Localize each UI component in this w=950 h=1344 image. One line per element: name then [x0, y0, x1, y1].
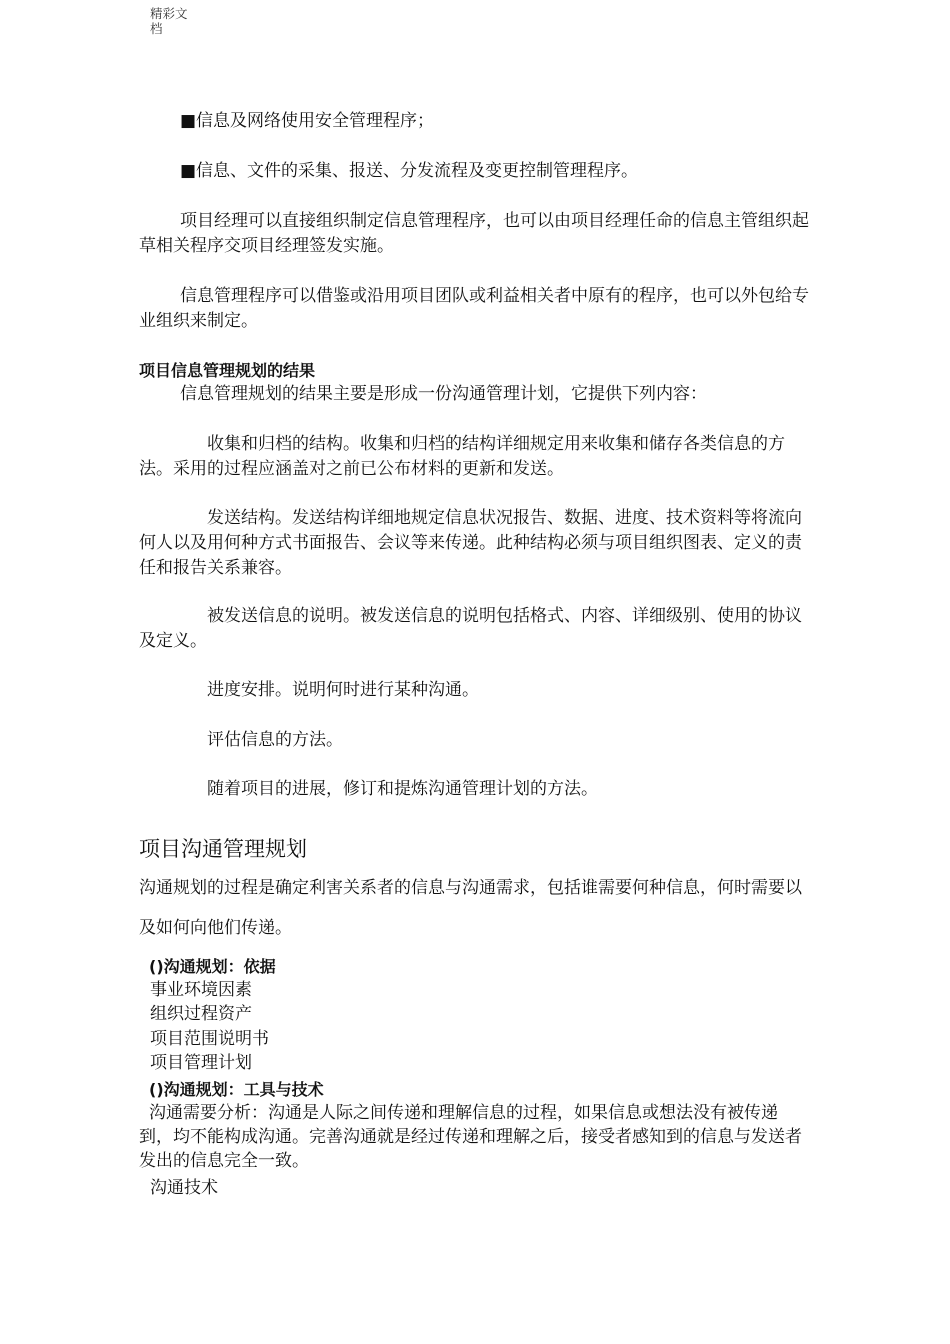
- basis-item: 项目范围说明书: [150, 1029, 269, 1049]
- analysis-paragraph: 沟通需要分析：沟通是人际之间传递和理解信息的过程，如果信息或想法没有被传递到，均不能构成沟通。完善沟通就是经过传递和理解之后，接受者感知到的信息与发送者发出的信息完全一致。: [139, 1103, 802, 1171]
- tools-heading: ()沟通规划：工具与技术: [149, 1080, 324, 1099]
- basis-item: 组织过程资产: [150, 1004, 252, 1024]
- paragraph: 项目经理可以直接组织制定信息管理程序，也可以由项目经理任命的信息主管组织起草相关程序交项目经理签发实施。: [139, 211, 809, 256]
- results-intro: 信息管理规划的结果主要是形成一份沟通管理计划，它提供下列内容：: [180, 384, 707, 404]
- basis-item: 项目管理计划: [150, 1053, 252, 1073]
- basis-item: 事业环境因素: [150, 980, 252, 1000]
- results-item: 收集和归档的结构。收集和归档的结构详细规定用来收集和储存各类信息的方法。采用的过程应涵盖对之前已公布材料的更新和发送。: [139, 434, 785, 479]
- comm-intro: 沟通规划的过程是确定利害关系者的信息与沟通需求，包括谁需要何种信息，何时需要以及如何向他们传递。: [139, 878, 802, 938]
- results-heading: 项目信息管理规划的结果: [139, 361, 316, 380]
- bullet-item: ■信息及网络使用安全管理程序；: [180, 111, 435, 131]
- results-item: 发送结构。发送结构详细地规定信息状况报告、数据、进度、技术资料等将流向何人以及用何种方式书面报告、会议等来传递。此种结构必须与项目组织图表、定义的责任和报告关系兼容。: [139, 508, 802, 578]
- results-item: 评估信息的方法。: [207, 730, 343, 750]
- basis-heading: ()沟通规划：依据: [149, 957, 276, 976]
- tech-item: 沟通技术: [150, 1178, 218, 1198]
- results-item: 被发送信息的说明。被发送信息的说明包括格式、内容、详细级别、使用的协议及定义。: [139, 606, 802, 651]
- results-item: 进度安排。说明何时进行某种沟通。: [207, 680, 479, 700]
- results-item: 随着项目的进展，修订和提炼沟通管理计划的方法。: [207, 779, 598, 799]
- header-mark: 精彩文档: [150, 6, 188, 36]
- section-title: 项目沟通管理规划: [139, 837, 307, 861]
- bullet-item: ■信息、文件的采集、报送、分发流程及变更控制管理程序。: [180, 161, 639, 181]
- paragraph: 信息管理程序可以借鉴或沿用项目团队或利益相关者中原有的程序，也可以外包给专业组织来制定。: [139, 286, 809, 331]
